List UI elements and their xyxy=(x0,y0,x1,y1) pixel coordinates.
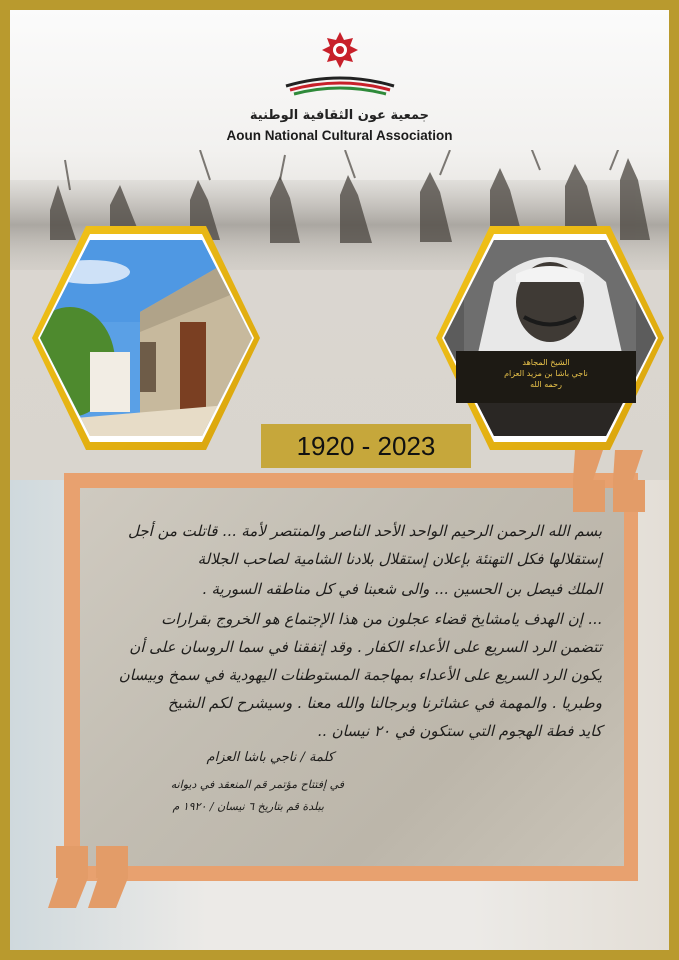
caption-blessing: رحمه الله xyxy=(530,380,562,389)
org-name-arabic: جمعية عون الثقافية الوطنية xyxy=(249,108,430,123)
document-line: تتضمن الرد السريع على الأعداء الكفار . وقد إتفقنا في سما الروسان على أن xyxy=(129,638,602,656)
portrait-hexagon xyxy=(434,222,666,454)
org-name-english: Aoun National Cultural Association xyxy=(226,128,453,143)
close-quote-icon xyxy=(46,838,136,908)
handwritten-document xyxy=(80,488,624,866)
document-line: إستقلالها فكل التهنئة بإعلان إستقلال بلادنا الشامية لصاحب الجلالة xyxy=(197,550,602,568)
caption-title: الشيخ المجاهد xyxy=(522,358,570,367)
document-date: ببلدة قم بتاريخ ٦ نيسان / ١٩٢٠ م xyxy=(172,800,324,813)
building-photo-hexagon xyxy=(30,222,262,454)
year-range: 1920 - 2023 xyxy=(296,431,436,461)
document-line: كايد فطة الهجوم التي ستكون في ٢٠ نيسان .. xyxy=(317,722,602,740)
document-line: يكون الرد السريع على الأعداء بمهاجمة المستوطنات اليهودية في سمخ وبيسان xyxy=(118,666,602,684)
document-line: الملك فيصل بن الحسين ... والى شعبنا في كل مناطقه السورية . xyxy=(201,580,602,598)
association-logo xyxy=(280,30,400,100)
portrait-caption xyxy=(456,351,636,403)
document-line: بسم الله الرحمن الرحيم الواحد الأحد الناصر والمنتصر لأمة ... قاتلت من أجل xyxy=(128,522,602,540)
document-signature: كلمة / ناجي باشا العزام xyxy=(206,750,334,765)
caption-name: ناجي باشا بن مزيد العزام xyxy=(504,369,588,378)
document-footnote: في إفتتاح مؤتمر قم المنعقد في ديوانه xyxy=(170,778,344,791)
open-quote-icon xyxy=(565,450,655,520)
document-line: ... إن الهدف يامشايخ قضاء عجلون من هذا الإجتماع هو الخروج بقرارات xyxy=(161,610,602,628)
document-line: وطبريا . والمهمة في عشائرنا وبرجالنا والله معنا . وسيشرح لكم الشيخ xyxy=(167,694,602,712)
